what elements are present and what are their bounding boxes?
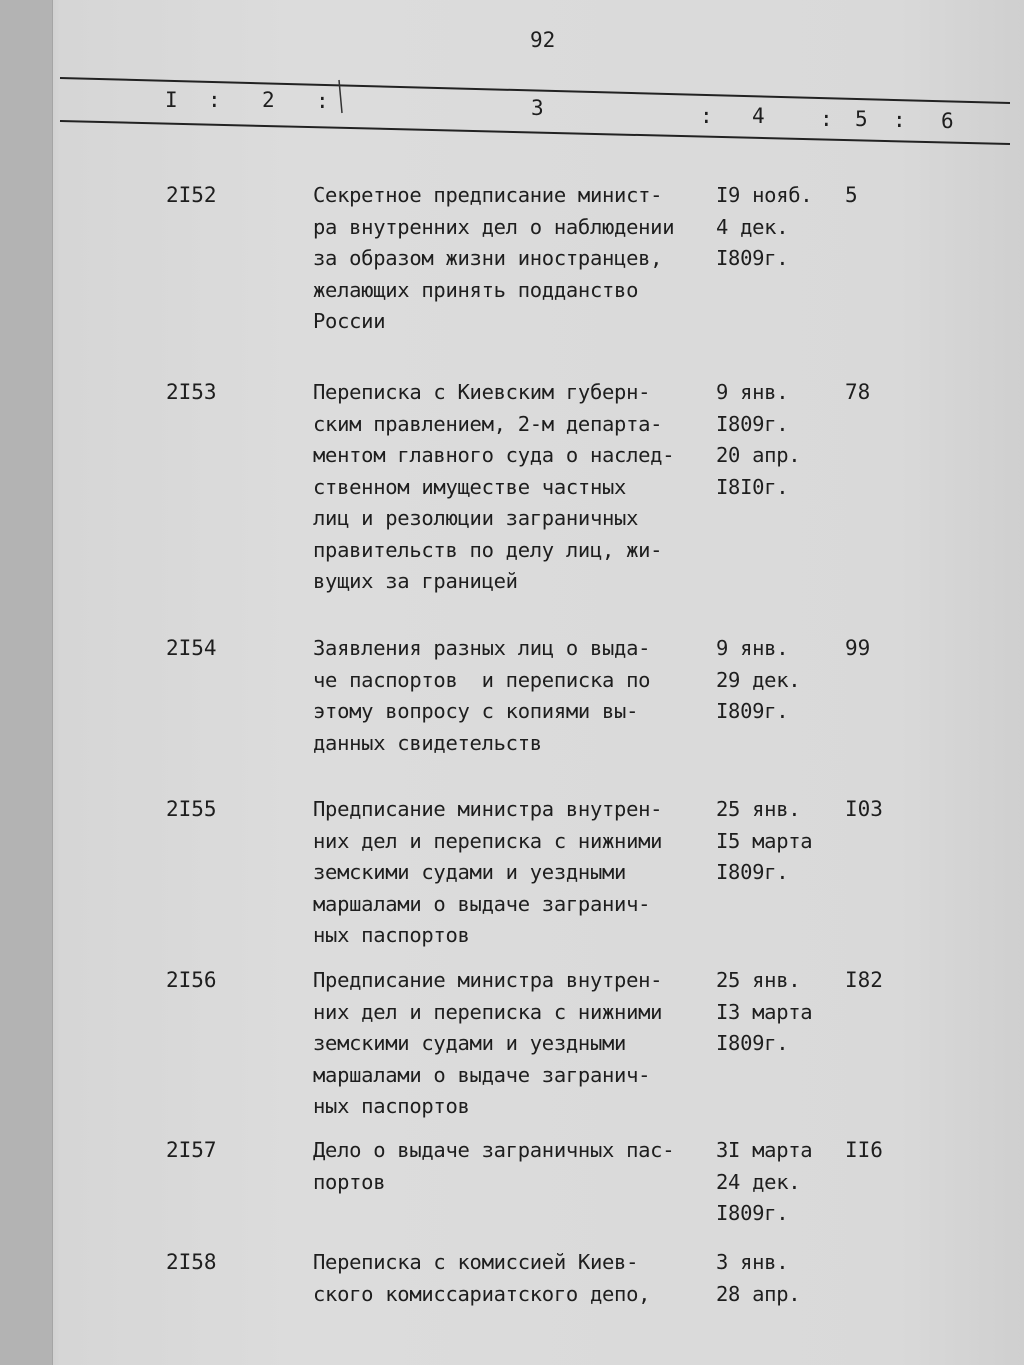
entry-date: 25 янв.	[716, 968, 801, 992]
entry-date: I8I0г.	[716, 474, 789, 499]
entry-sheet-count: 78	[845, 380, 871, 404]
entry-title-line: портов	[313, 1169, 386, 1194]
entry-title-line: ментом главного суда о наслед-	[313, 443, 675, 467]
entry-title-line: Дело о выдаче заграничных пас-	[313, 1138, 675, 1162]
entry-title-line: Предписание министра внутрен-	[313, 968, 663, 992]
entry-sheet-count: I82	[845, 968, 883, 992]
page-number: 92	[530, 28, 556, 52]
entry-title-line: вущих за границей	[313, 569, 518, 593]
header-col-1: I	[165, 88, 178, 112]
entry-date: I809г.	[716, 1031, 789, 1055]
header-col-4: 4	[752, 104, 765, 128]
entry-title-line: маршалами о выдаче загранич-	[313, 891, 651, 916]
entry-date: I809г.	[716, 699, 789, 723]
entry-title-line: них дел и переписка с нижними	[313, 828, 663, 853]
entry-date: I809г.	[716, 1201, 789, 1225]
header-sep: :	[700, 104, 713, 128]
entry-date: I809г.	[716, 246, 789, 270]
entry-number: 2I55	[166, 797, 217, 821]
entry-number: 2I58	[166, 1250, 217, 1274]
entry-title-line: ственном имуществе частных	[313, 474, 627, 499]
entry-title-line: ского комиссариатского депо,	[313, 1281, 651, 1306]
entry-title-line: Переписка с Киевским губерн-	[313, 380, 651, 404]
entry-title-line: желающих принять подданство	[313, 277, 639, 302]
entry-title-line: Переписка с комиссией Киев-	[313, 1250, 639, 1274]
entry-title-line: Предписание министра внутрен-	[313, 797, 663, 821]
entry-title-line: ра внутренних дел о наблюдении	[313, 214, 675, 239]
entry-date: I5 марта	[716, 828, 813, 853]
entry-title-line: Заявления разных лиц о выда-	[313, 636, 651, 660]
entry-title-line: них дел и переписка с нижними	[313, 999, 663, 1024]
header-sep: :	[893, 108, 906, 132]
binding-edge	[0, 0, 53, 1365]
header-rules	[0, 0, 1024, 160]
header-col-6: 6	[941, 109, 954, 133]
entry-title-line: данных свидетельств	[313, 730, 542, 755]
entry-title-line: Секретное предписание минист-	[313, 183, 663, 207]
entry-title-line: правительств по делу лиц, жи-	[313, 537, 663, 562]
entry-title-line: за образом жизни иностранцев,	[313, 246, 663, 270]
entry-title-line: земскими судами и уездными	[313, 860, 627, 884]
entry-date: 9 янв.	[716, 636, 789, 660]
entry-title-line: ных паспортов	[313, 1094, 470, 1118]
entry-number: 2I54	[166, 636, 217, 660]
entry-date: 25 янв.	[716, 797, 801, 821]
entry-number: 2I52	[166, 183, 217, 207]
entry-sheet-count: I03	[845, 797, 883, 821]
entry-sheet-count: 99	[845, 636, 871, 660]
entry-date: 3 янв.	[716, 1250, 789, 1274]
entry-date: 4 дек.	[716, 214, 789, 239]
entry-title-line: че паспортов и переписка по	[313, 667, 651, 692]
entry-sheet-count: II6	[845, 1138, 883, 1162]
header-col-5: 5	[855, 107, 868, 131]
entry-number: 2I57	[166, 1138, 217, 1162]
entry-title-line: маршалами о выдаче загранич-	[313, 1062, 651, 1087]
header-col-3: 3	[531, 96, 544, 120]
entry-date: 24 дек.	[716, 1169, 801, 1194]
entry-title-line: ных паспортов	[313, 923, 470, 947]
entry-date: I809г.	[716, 411, 789, 436]
entry-title-line: лиц и резолюции заграничных	[313, 506, 639, 530]
entry-date: 28 апр.	[716, 1281, 801, 1306]
entry-number: 2I53	[166, 380, 217, 404]
entry-sheet-count: 5	[845, 183, 858, 207]
header-sep: :	[208, 88, 221, 112]
header-col-2: 2	[262, 88, 275, 112]
entry-date: 29 дек.	[716, 667, 801, 692]
entry-title-line: земскими судами и уездными	[313, 1031, 627, 1055]
entry-date: 20 апр.	[716, 443, 801, 467]
header-sep: :	[316, 89, 329, 113]
entry-title-line: ским правлением, 2-м департа-	[313, 411, 663, 436]
entry-date: 3I марта	[716, 1138, 813, 1162]
entry-number: 2I56	[166, 968, 217, 992]
entry-date: 9 янв.	[716, 380, 789, 404]
header-sep: :	[820, 107, 833, 131]
entry-date: I9 нояб.	[716, 183, 813, 207]
entry-date: I3 марта	[716, 999, 813, 1024]
entry-title-line: России	[313, 309, 386, 333]
entry-date: I809г.	[716, 860, 789, 884]
entry-title-line: этому вопросу с копиями вы-	[313, 699, 639, 723]
